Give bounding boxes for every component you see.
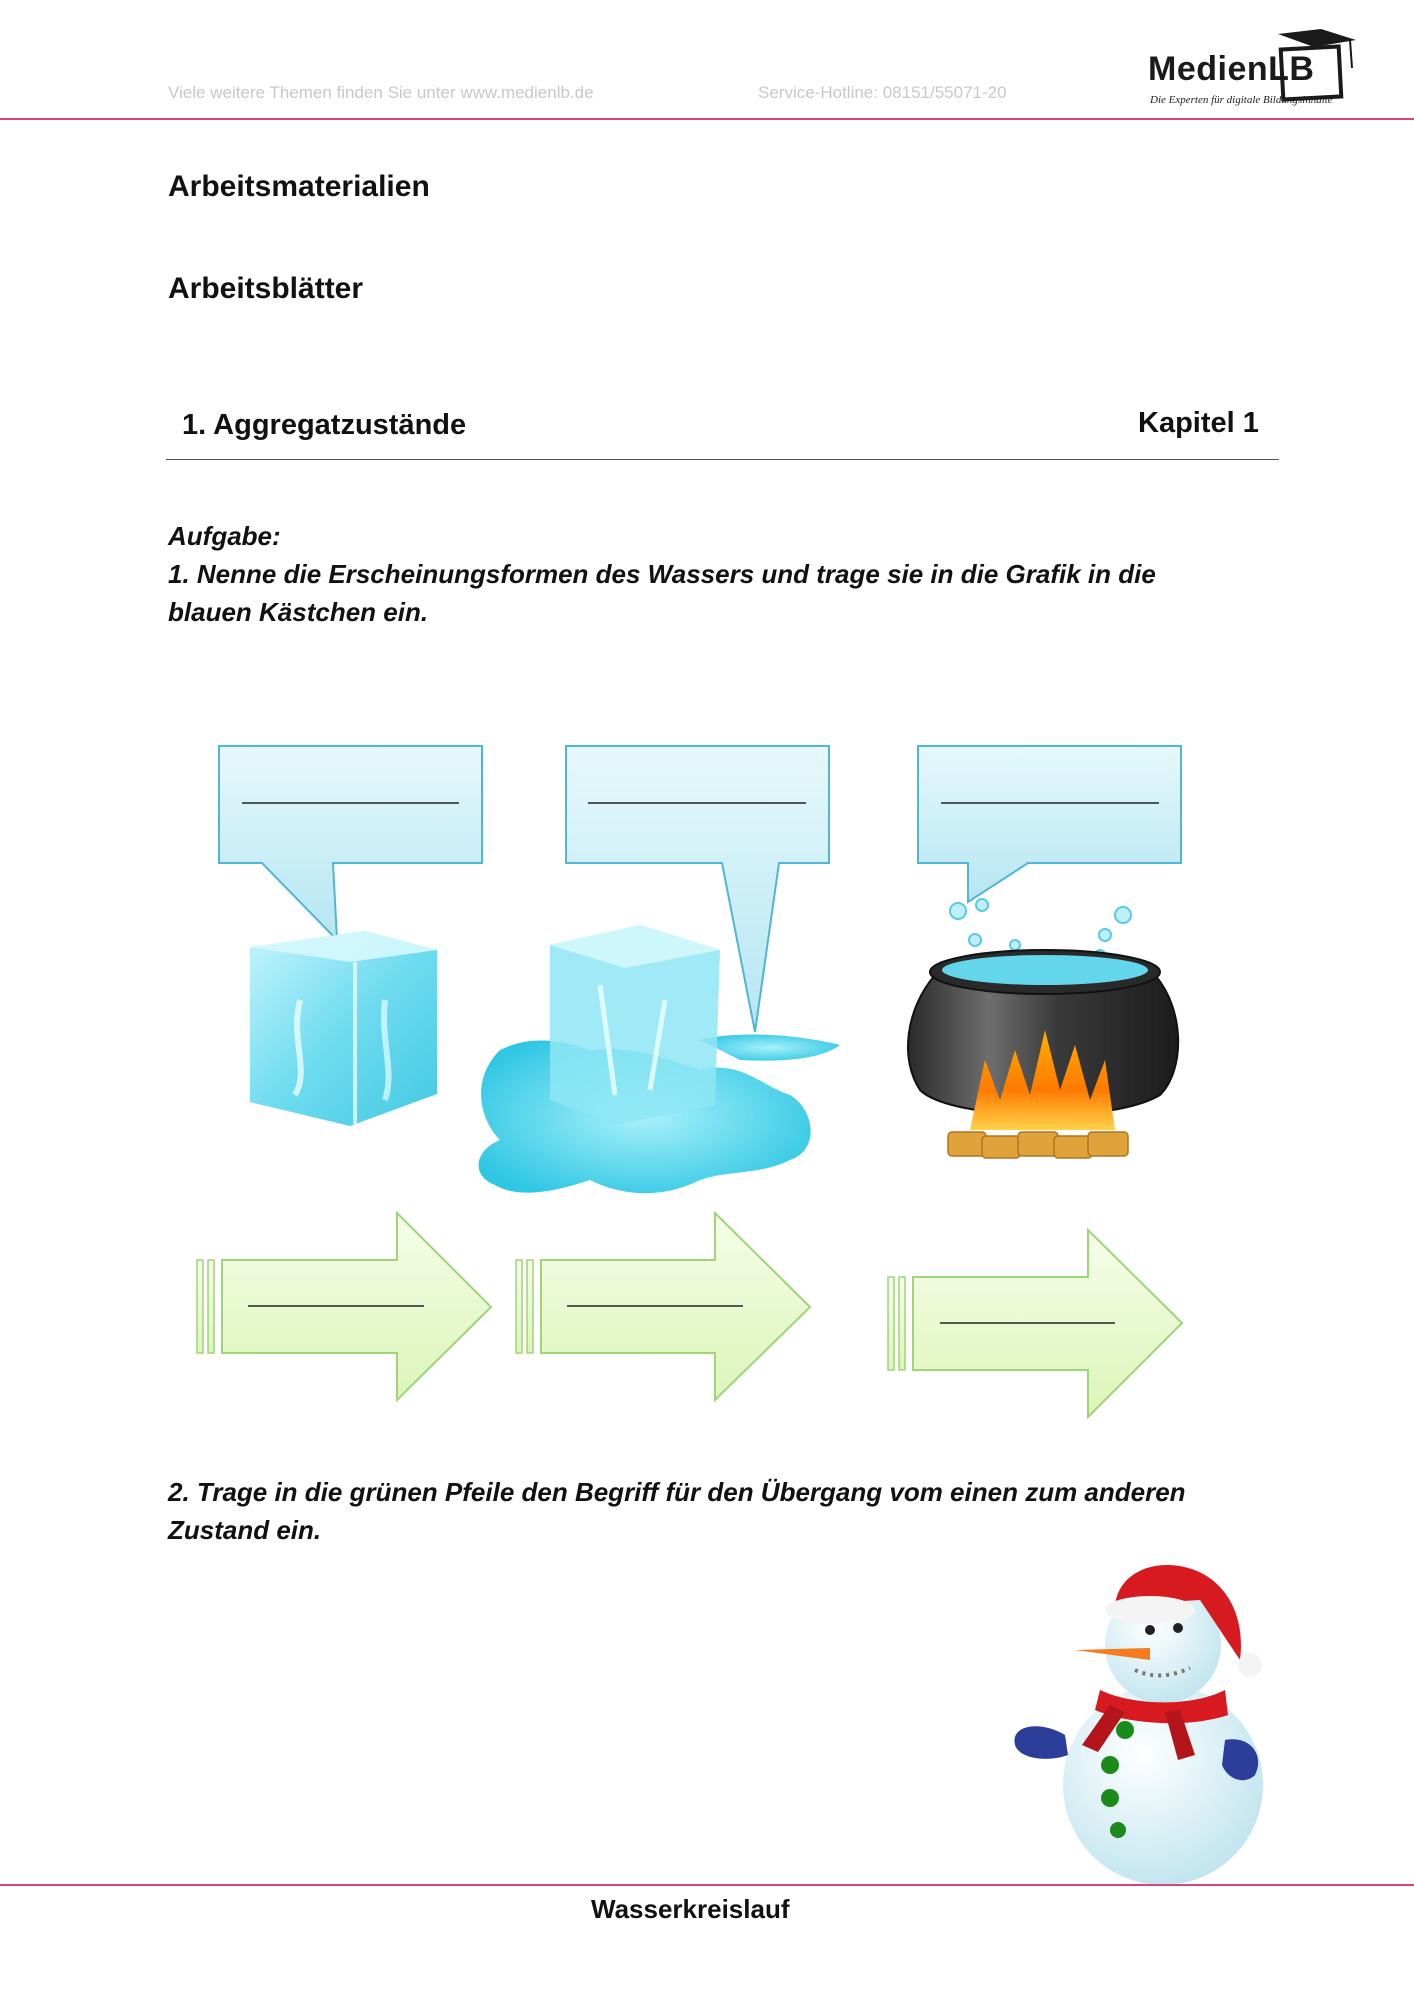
speech-box-1: [219, 746, 482, 940]
ice-cube-image: [250, 931, 437, 1126]
chapter-label: Kapitel 1: [1138, 407, 1259, 439]
chapter-heading: 1. Aggregatzustände: [182, 409, 467, 441]
header-hotline-text: Service-Hotline: 08151/55071-20: [758, 83, 1007, 102]
header-website-text: Viele weitere Themen finden Sie unter www.medienlb.de: [168, 83, 594, 102]
subsection-title: Arbeitsblätter: [168, 272, 364, 305]
task-label: Aufgabe:: [168, 521, 281, 551]
melting-ice-image: [479, 925, 840, 1193]
logo-tagline: Die Experten für digitale Bildungsinhalte: [1150, 94, 1333, 106]
transition-arrow-3: [888, 1230, 1182, 1417]
snowman-image: [1014, 1565, 1263, 1885]
footer-divider: [0, 1884, 1414, 1886]
footer-title: Wasserkreislauf: [591, 1894, 790, 1924]
section-title: Arbeitsmaterialien: [168, 170, 430, 203]
transition-arrow-2: [516, 1213, 810, 1400]
task-instruction-1: 1. Nenne die Erscheinungsformen des Wassers und trage sie in die Grafik in die blauen Kästchen ein.: [168, 559, 1156, 627]
task-instruction-2: 2. Trage in die grünen Pfeile den Begriff für den Übergang vom einen zum anderen Zustand ein.: [168, 1477, 1186, 1545]
logo-text: MedienLB: [1148, 50, 1315, 88]
boiling-pot-image: [908, 899, 1178, 1158]
transition-arrow-1: [197, 1213, 491, 1400]
speech-box-3: [918, 746, 1181, 902]
